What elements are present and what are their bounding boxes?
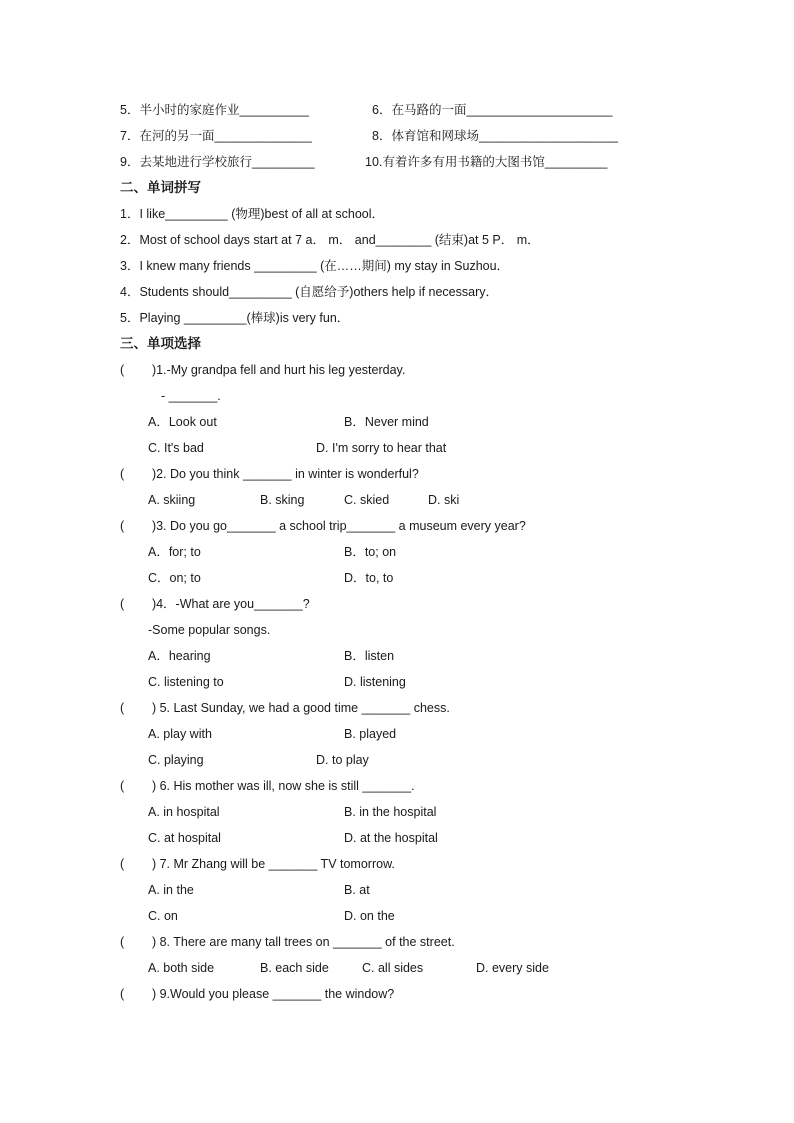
item-number: 1． bbox=[120, 207, 140, 221]
item-text: I knew many friends _________ (在……期间) my stay in Suzhou． bbox=[139, 259, 510, 273]
question-2-option-b[interactable]: B. sking bbox=[260, 493, 305, 507]
question-2-option-a[interactable]: A. skiing bbox=[148, 493, 196, 507]
question-6-option-b[interactable]: B. in the hospital bbox=[344, 805, 437, 819]
question-5-option-a[interactable]: A. play with bbox=[148, 727, 212, 741]
question-5-stem: ( ) 5. Last Sunday, we had a good time _______ chess. bbox=[120, 701, 450, 715]
spelling-item-2 bbox=[120, 232, 540, 248]
question-2-stem: ( )2. Do you think _______ in winter is wonderful? bbox=[120, 467, 419, 481]
section-heading-spelling: 二、单词拼写 bbox=[120, 180, 201, 195]
question-5-option-c[interactable]: C. playing bbox=[148, 753, 204, 767]
translation-item-9 bbox=[120, 154, 315, 170]
question-1-response: - _______. bbox=[161, 389, 221, 403]
item-text: 在河的另一面______________ bbox=[139, 129, 312, 143]
question-9-stem: ( ) 9.Would you please _______ the window? bbox=[120, 987, 395, 1001]
translation-item-8 bbox=[372, 128, 618, 144]
question-8-option-b[interactable]: B. each side bbox=[260, 961, 329, 975]
question-8-option-d[interactable]: D. every side bbox=[476, 961, 549, 975]
question-7-option-b[interactable]: B. at bbox=[344, 883, 370, 897]
item-text: 去某地进行学校旅行_________ bbox=[139, 155, 315, 169]
spelling-item-3 bbox=[120, 258, 509, 274]
item-text: 体育馆和网球场____________________ bbox=[391, 129, 618, 143]
spelling-item-1 bbox=[120, 206, 384, 222]
question-4-stem: ( )4．-What are you_______? bbox=[120, 597, 310, 611]
question-4-option-b[interactable]: B．listen bbox=[344, 649, 395, 663]
item-text: Most of school days start at 7 a． m． and________ (结束)at 5 P． m． bbox=[139, 233, 540, 247]
question-1-option-b[interactable]: B．Never mind bbox=[344, 415, 429, 429]
question-6-stem: ( ) 6. His mother was ill, now she is still _______. bbox=[120, 779, 415, 793]
item-number: 3． bbox=[120, 259, 140, 273]
question-8-option-c[interactable]: C. all sides bbox=[362, 961, 424, 975]
question-5-option-b[interactable]: B. played bbox=[344, 727, 397, 741]
question-2-option-d[interactable]: D. ski bbox=[428, 493, 460, 507]
item-text: 半小时的家庭作业__________ bbox=[139, 103, 309, 117]
item-text: Students should_________ (自愿给予)others help if necessary． bbox=[139, 285, 498, 299]
item-text: 在马路的一面_____________________ bbox=[391, 103, 613, 117]
translation-item-5 bbox=[120, 102, 309, 118]
question-1-option-c[interactable]: C. It's bad bbox=[148, 441, 204, 455]
question-3-stem: ( )3. Do you go_______ a school trip_______ a museum every year? bbox=[120, 519, 526, 533]
question-3-option-b[interactable]: B．to; on bbox=[344, 545, 397, 559]
item-number: 8． bbox=[372, 129, 392, 143]
question-4-option-a[interactable]: A．hearing bbox=[148, 649, 211, 663]
item-text: Playing _________(棒球)is very fun． bbox=[139, 311, 350, 325]
question-1-stem: ( )1.-My grandpa fell and hurt his leg yesterday. bbox=[120, 363, 406, 377]
item-number: 4． bbox=[120, 285, 140, 299]
item-text: I like_________ (物理)best of all at school． bbox=[139, 207, 385, 221]
item-number: 7． bbox=[120, 129, 140, 143]
question-7-option-c[interactable]: C. on bbox=[148, 909, 178, 923]
translation-item-6 bbox=[372, 102, 612, 118]
question-1-option-a[interactable]: A．Look out bbox=[148, 415, 217, 429]
spelling-item-4 bbox=[120, 284, 498, 300]
question-4-option-c[interactable]: C. listening to bbox=[148, 675, 224, 689]
question-8-stem: ( ) 8. There are many tall trees on _______ of the street. bbox=[120, 935, 455, 949]
question-4-response: -Some popular songs. bbox=[148, 623, 271, 637]
question-3-option-c[interactable]: C．on; to bbox=[148, 571, 201, 585]
question-2-option-c[interactable]: C. skied bbox=[344, 493, 390, 507]
question-7-option-a[interactable]: A. in the bbox=[148, 883, 194, 897]
item-number: 6． bbox=[372, 103, 392, 117]
question-1-option-d[interactable]: D. I'm sorry to hear that bbox=[316, 441, 447, 455]
question-7-stem: ( ) 7. Mr Zhang will be _______ TV tomorrow. bbox=[120, 857, 395, 871]
item-number: 2． bbox=[120, 233, 140, 247]
question-6-option-d[interactable]: D. at the hospital bbox=[344, 831, 438, 845]
item-number: 5． bbox=[120, 103, 140, 117]
translation-item-10 bbox=[365, 154, 607, 170]
item-number: 5． bbox=[120, 311, 140, 325]
question-3-option-a[interactable]: A．for; to bbox=[148, 545, 201, 559]
question-5-option-d[interactable]: D. to play bbox=[316, 753, 369, 767]
translation-item-7 bbox=[120, 128, 312, 144]
item-number: 10. bbox=[365, 155, 383, 169]
section-heading-multiple-choice: 三、单项选择 bbox=[120, 336, 201, 351]
question-8-option-a[interactable]: A. both side bbox=[148, 961, 215, 975]
question-6-option-c[interactable]: C. at hospital bbox=[148, 831, 221, 845]
item-number: 9． bbox=[120, 155, 140, 169]
question-3-option-d[interactable]: D．to, to bbox=[344, 571, 394, 585]
question-7-option-d[interactable]: D. on the bbox=[344, 909, 395, 923]
question-4-option-d[interactable]: D. listening bbox=[344, 675, 406, 689]
item-text: 有着许多有用书籍的大图书馆_________ bbox=[382, 155, 608, 169]
spelling-item-5 bbox=[120, 310, 349, 326]
question-6-option-a[interactable]: A. in hospital bbox=[148, 805, 220, 819]
